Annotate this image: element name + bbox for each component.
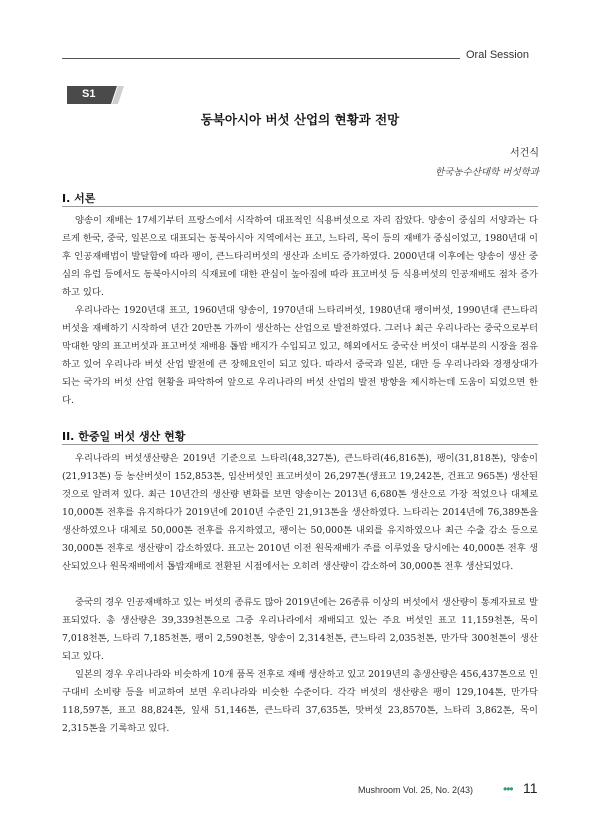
section-rule-intro xyxy=(62,206,538,207)
author-affiliation: 한국농수산대학 버섯학과 xyxy=(435,167,539,178)
header-rule xyxy=(62,58,460,59)
badge-label: S1 xyxy=(82,88,96,100)
section-heading-production: II. 한중일 버섯 생산 현황 xyxy=(62,430,186,443)
session-label: Oral Session xyxy=(466,49,529,61)
paragraph-intro-1: 양송이 재배는 17세기부터 프랑스에서 시작하여 대표적인 식용버섯으로 자리 잡았다. 양송이 중심의 서양과는 다르게 한국, 중국, 일본으로 대표되는 동북아시아 지역에서는 표고, 느타리, 목이 등의 재배가 중심이었고, 1980년대 이후 인공재배법이 발달함에 따라 팽이, 큰느타리버섯의 생산과 소비도 증가하였다. 2000년대 이후에는 양송이 생산 중심의 유럽 등에서도 동북아시아의 식재료에 대한 관심이 높아짐에 따라 표고버섯 등 식용버섯의 인공재배도 점차 증가하고 있다. xyxy=(62,215,538,298)
section-heading-intro: I. 서론 xyxy=(62,192,96,205)
paragraph-production-2: 중국의 경우 인공재배하고 있는 버섯의 종류도 많아 2019년에는 26종류 이상의 버섯에서 생산량이 통계자료로 발표되었다. 총 생산량은 39,339천톤으로 그중 우리나라에서 재배되고 있는 주요 버섯인 표고 11,159천톤, 목이 7,018천톤, 느타리 7,185천톤, 팽이 2,590천톤, 양송이 2,314천톤, 큰느타리 2,035천톤, 만가닥 300천톤이 생산되고 있다. xyxy=(62,597,538,662)
footer-dots: ••• xyxy=(503,782,513,796)
author-name: 서건식 xyxy=(510,148,539,159)
journal-info: Mushroom Vol. 25, No. 2(43) xyxy=(358,785,474,795)
article-title: 동북아시아 버섯 산업의 현황과 전망 xyxy=(200,112,400,127)
paragraph-intro-2: 우리나라는 1920년대 표고, 1960년대 양송이, 1970년대 느타리버섯, 1980년대 팽이버섯, 1990년대 큰느타리버섯을 재배하기 시작하여 년간 20만톤 가까이 생산하는 산업으로 발전하였다. 그러나 최근 우리나라는 중국으로부터 막대한 양의 표고버섯과 표고버섯 재배용 톱밥 배지가 수입되고 있고, 해외에서도 중국산 버섯이 대부분의 시장을 점유하고 있어 우리나라 버섯 산업 발전에 큰 장해요인이 되고 있다. 따라서 중국과 일본, 대만 등 우리나라와 경쟁상대가 되는 국가의 버섯 산업 현황을 파악하여 앞으로 우리나라의 버섯 산업의 발전 방향을 제시하는데 도움이 되었으면 한다. xyxy=(62,305,538,406)
section-rule-production xyxy=(62,444,538,445)
section-badge xyxy=(67,86,127,104)
paragraph-production-3: 일본의 경우 우리나라와 비슷하게 10개 품목 전후로 재배 생산하고 있고 2019년의 총생산량은 456,437톤으로 인구대비 소비량 등을 비교하여 보면 우리나라와 비슷한 수준이다. 각각 버섯의 생산량은 팽이 129,104톤, 만가닥 118,597톤, 표고 88,824톤, 잎새 51,146톤, 큰느타리 37,635톤, 맛버섯 23,8570톤, 느타리 3,862톤, 목이 2,315톤을 기록하고 있다. xyxy=(62,669,538,734)
page-number: 11 xyxy=(523,780,538,796)
badge-stripes xyxy=(67,86,127,104)
paragraph-production-1: 우리나라의 버섯생산량은 2019년 기준으로 느타리(48,327톤), 큰느타리(46,816톤), 팽이(31,818톤), 양송이(21,913톤) 등 농산버섯이 152,853톤, 임산버섯인 표고버섯이 26,297톤(생표고 19,242톤, 건표고 965톤) 생산된 것으로 알려져 있다. 최근 10년간의 생산량 변화를 보면 양송이는 2013년 6,680톤 생산으로 가장 적었으나 대체로 10,000톤 전후를 유지하다가 2019년에 2010년 수준인 21,913톤을 생산하였다. 느타리는 2014년에 76,389톤을 생산하였으나 대체로 50,000톤 전후를 유지하였고, 팽이는 50,000톤 내외를 유지하였으나 최근 수출 감소 등으로 30,000톤 전후로 생산량이 감소하였다. 표고는 2010년 이전 원목재배가 주를 이루었을 당시에는 40,000톤 전후 생산되었으나 원목재배에서 톱밥재배로 전환된 시점에서는 오히려 생산량이 감소하여 30,000톤 전후 생산되었다. xyxy=(62,453,538,572)
